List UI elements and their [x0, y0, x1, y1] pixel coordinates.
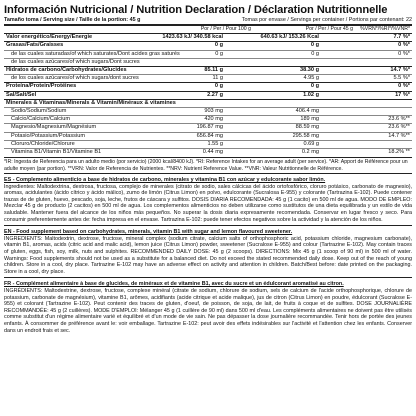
- value-vrn: [355, 99, 412, 107]
- value-per100: 2.27 g: [159, 91, 225, 99]
- value-per45-extra: [321, 75, 355, 83]
- nutrition-row: [4, 58, 412, 66]
- nutrition-row: [4, 50, 412, 58]
- serving-info: [4, 17, 412, 25]
- nutrition-row: [4, 34, 412, 42]
- nutrient-name: de los cuales azúcares/of which sugars/dont sucres: [4, 75, 159, 83]
- value-per100: 903 mg: [159, 108, 225, 116]
- value-vrn: 23.6 %**: [355, 124, 412, 132]
- value-per45: 0.2 mg: [253, 149, 321, 157]
- reference-footnote: *IR: Ingesta de Referencia para un adulto medio (por servicio) (2000 kcal/8400 kJ). *RI: Reference Intakes for an average adult (per service). *AR: Apport de Référence pour un adulte moyen (par portion). **VRN: Valor de Referencia de Nutrientes. **NRV: Nutrient Reference Value. **VNR: Valeur Nutritionnelle de Référence.: [4, 157, 412, 174]
- value-per45: 0 g: [253, 83, 321, 91]
- nutrition-row: [4, 42, 412, 50]
- value-per45-extra: [321, 99, 355, 107]
- es-body: Ingredientes: Maltodextrina, dextrosa, fructosa, complejo de minerales (citrato de sodio, sales cálcicas del ácido ortofosfórico, cloruro potásico, carbonato de magnesio), aromas, acidulantes (ácido cítrico y ácido málico), zumo de limón (Citrus Limon) en polvo, edulcorante (Sucralosa E-955) y colorante (Tartrazina E-102). Puede contener trazas de de gluten, huevo, pescado, soja, leche, frutos de cáscara y sulfitos. DOSIS DIARIA RECOMENDADA: 45 g (1 cacito) en 500 ml de agua. MODO DE EMPLEO: Mezclar 45 g de producto (2 cacitos) en 500 ml de agua. Los complementos alimenticios no deben utilizarse como sustitutos de una dieta equilibrada y un estilo de vida saludable. Mantener fuera del alcance de los niños más pequeños. No superar la dosis diaria expresamente recomendada. Conservar en lugar fresco y seco. Para consumir preferentemente antes de: fecha impresa en el envase. Tartrazina E-102: puede tener efectos negativos sobre la actividad y la atención de los niños.: [4, 183, 412, 223]
- value-per45: 0.69 g: [253, 140, 321, 148]
- nutrient-name: Hidratos de carbono/Carbohydrates/Glucides: [4, 67, 159, 75]
- value-per45-extra: [321, 50, 355, 58]
- en-section: [4, 229, 412, 275]
- value-per100: 196.87 mg: [159, 124, 225, 132]
- servings-per-container: Tomas por envase / Servings per container / Portions par contenant: 22: [241, 17, 412, 23]
- value-vrn: 0 %*: [355, 50, 412, 58]
- value-per45: 4.95 g: [253, 75, 321, 83]
- value-per45-extra: [321, 42, 355, 50]
- value-per45-extra: [321, 116, 355, 124]
- nutrition-rows: [4, 34, 412, 157]
- nutrient-name: Sal/Salt/Sel: [4, 91, 159, 99]
- nutrition-row: [4, 67, 412, 75]
- value-per100: [159, 58, 225, 66]
- header-vrn: %VRN*/%RI*/%VNR*: [355, 26, 412, 34]
- value-per100-extra: [225, 116, 253, 124]
- nutrition-row: [4, 99, 412, 107]
- value-per100-extra: [225, 132, 253, 140]
- nutrient-name: de las cuales azúcares/of which sugars/Dont sucres: [4, 58, 159, 66]
- value-vrn: [355, 58, 412, 66]
- serving-size: Tamaño toma / Serving size / Taille de la portion: 45 g: [4, 17, 141, 23]
- fr-body: INGRÉDIENTS: Maltodextrine, dextrose, fructose, complexe minéral (citrate de sodium, chlorure de sodium, sels de calcium de l'acide orthophosphorique, chlorure de potassium, carbonate de magnésium), vitamine B1, arômes, acidifiants (acide citrique et acide malique), jus de citron (Citrus Limon) en poudre, édulcorant (Sucralose E-955) et colorant (Tartrazine E-102). Peut contenir des traces de gluten, d'oeuf, de poisson, de soja, de lait, de fruits à coque et de sulfites. DOSE JOURNALIÈRE RECOMMANDÉE: 45 g (2 cuillères). MODE D'EMPLOI: Mélanger 45 g (1 cuillère de 90 ml) dans 500 ml d'eau. Les compléments alimentaires ne doivent pas être utilisés comme substitut d'un régime alimentaire varié et équilibré et d'un mode de vie sain. Ne pas dépasser la dose journalière recommandée. Tenir hors de portée des jeunes enfants. À consommer de préférence avant le: voir emballage. Tartrazine E-102: peut avoir des effets indésirables sur l'activité et l'attention chez les enfants. Conserver dans un endroit frais et sec.: [4, 287, 412, 334]
- nutrient-name: Vitamina B1/Vitamin B1/Vitamine B1: [4, 149, 159, 157]
- nutrient-name: Magnesio/Magnesium/Magnésium: [4, 124, 159, 132]
- value-per45-extra: [321, 83, 355, 91]
- value-per45-extra: [321, 67, 355, 75]
- value-per45-extra: [321, 108, 355, 116]
- value-per45-extra: [321, 132, 355, 140]
- value-per100-extra: [225, 108, 253, 116]
- value-per45: 88.59 mg: [253, 124, 321, 132]
- nutrient-name: Calcio/Calcium/Calcium: [4, 116, 159, 124]
- value-vrn: 5.5 %*: [355, 75, 412, 83]
- value-vrn: 14.7 %**: [355, 132, 412, 140]
- value-vrn: 23.6 %**: [355, 116, 412, 124]
- value-per100-extra: [225, 99, 253, 107]
- divider: [4, 225, 412, 226]
- value-per100: 0 g: [159, 83, 225, 91]
- nutrient-name: Grasas/Fats/Graisses: [4, 42, 159, 50]
- value-per100-extra: [225, 140, 253, 148]
- value-per100-extra: [225, 42, 253, 50]
- nutrient-name: Potasio/Potassium/Potassium: [4, 132, 159, 140]
- value-per45: 295.58 mg: [253, 132, 321, 140]
- value-per45: 0 g: [253, 42, 321, 50]
- nutrition-row: [4, 149, 412, 157]
- value-per45: 1.02 g: [253, 91, 321, 99]
- value-per100-extra: [225, 124, 253, 132]
- nutrition-row: [4, 132, 412, 140]
- value-per45-extra: [321, 140, 355, 148]
- value-per45: [253, 99, 321, 107]
- value-per45-extra: [321, 58, 355, 66]
- nutrition-table: [4, 25, 412, 156]
- nutrient-name: Minerales & Vitaminas/Minerals & Vitamin/Minéraux & vitamines: [6, 99, 176, 106]
- value-vrn: [355, 140, 412, 148]
- value-per100-extra: [225, 91, 253, 99]
- value-per100: 0.44 mg: [159, 149, 225, 157]
- fr-section: [4, 281, 412, 334]
- nutrition-row: [4, 124, 412, 132]
- value-per100: 85.11 g: [159, 67, 225, 75]
- value-per45: 406.4 mg: [253, 108, 321, 116]
- value-vrn: 17 %*: [355, 91, 412, 99]
- value-per100-extra: [225, 58, 253, 66]
- value-per100-extra: [225, 83, 253, 91]
- value-per100: 0 g: [159, 42, 225, 50]
- table-header-row: [4, 26, 412, 34]
- header-per100: Por / Per / Pour 100 g: [159, 26, 253, 34]
- value-per45: [253, 58, 321, 66]
- value-per100-extra: [225, 149, 253, 157]
- value-per100: 656.84 mg: [159, 132, 225, 140]
- divider: [4, 277, 412, 278]
- value-per100-extra: [225, 75, 253, 83]
- value-per100-extra: [225, 50, 253, 58]
- label-title: Información Nutricional / Nutrition Declaration / Déclaration Nutritionnelle: [4, 4, 388, 16]
- nutrition-row: [4, 140, 412, 148]
- header-per45: Por / Per / Pour 45 g: [253, 26, 355, 34]
- value-per100: 1423.63 kJ/ 340.58 kcal: [159, 34, 225, 42]
- value-per100: 11 g: [159, 75, 225, 83]
- value-per100-extra: [225, 34, 253, 42]
- nutrition-row: [4, 116, 412, 124]
- value-per100-extra: [225, 67, 253, 75]
- value-vrn: 7.7 %*: [355, 34, 412, 42]
- en-heading: EN - Food supplement based on carbohydrates, minerals, vitamin B1 with sugar and lemon flavoured sweetener.: [4, 229, 293, 236]
- es-heading: ES - Complemento alimenticio a base de hidratos de carbono, minerales y vitamina B1 con azúcar y edulcorante sabor limón.: [4, 177, 326, 184]
- nutrient-name: Proteína/Protein/Protéines: [4, 83, 159, 91]
- nutrition-row: [4, 91, 412, 99]
- nutrient-name: Sodio/Sodium/Sodium: [4, 108, 159, 116]
- nutrient-name: Valor energético/Energy/Energie: [4, 34, 159, 42]
- value-per45-extra: [321, 91, 355, 99]
- value-vrn: 0 %*: [355, 83, 412, 91]
- value-per45-extra: [321, 34, 355, 42]
- value-per100: 420 mg: [159, 116, 225, 124]
- value-per100: 0 g: [159, 50, 225, 58]
- value-per45: 640.63 kJ/ 153.26 Kcal: [253, 34, 321, 42]
- value-per45: 38.30 g: [253, 67, 321, 75]
- value-vrn: 18.2% **: [355, 149, 412, 157]
- value-vrn: 0 %*: [355, 42, 412, 50]
- nutrient-name: de las cuales saturadas/of which saturates/Dont acides gras saturés: [4, 50, 159, 58]
- nutrition-row: [4, 108, 412, 116]
- value-per45-extra: [321, 124, 355, 132]
- value-vrn: [355, 108, 412, 116]
- fr-heading: FR - Complément alimentaire à base de glucides, de minéraux et de vitamine B1, avec du sucre et un édulcorant aromatisé au citron.: [4, 281, 344, 288]
- nutrition-row: [4, 75, 412, 83]
- value-per45-extra: [321, 149, 355, 157]
- nutrition-row: [4, 83, 412, 91]
- value-per45: 0 g: [253, 50, 321, 58]
- nutrient-name: Cloruro/Chloride/Chlorure: [4, 140, 159, 148]
- es-section: [4, 177, 412, 223]
- value-per45: 189 mg: [253, 116, 321, 124]
- value-per100: 1.55 g: [159, 140, 225, 148]
- value-vrn: 14.7 %*: [355, 67, 412, 75]
- en-body: INGREDIENTS: Maltodextrin, dextrose, fructose, mineral complex (sodium citrate, calcium salts of orthophosphoric acid, potassium chloride, magnesium carbonate), vitamin B1, aromas, acids (citric acid and malic acid), lemon juice (Citrus Limon) powder, sweetener (Sucralose E-955) and colour (Tartrazine E-102). May contain traces of gluten, eggs, fish, soy, milk, nuts and sulphites. RECOMMENDED DAILY DOSE: 45 g (2 scoops). DIRECTIONS: Mix 45 g (1 scoop of 90 ml) in 500 ml of water. Warnings: Food supplements should not be used as a substitute for a balanced diet. Do not exceed the stated recommended daily dose. Keep out of the reach of young children. Store in a cool, dry place. Tartrazine E-102 may have an adverse effect on activity and attention in children. Batch/Best before: date printed on the packaging. Store in a cool, dry place.: [4, 235, 412, 275]
